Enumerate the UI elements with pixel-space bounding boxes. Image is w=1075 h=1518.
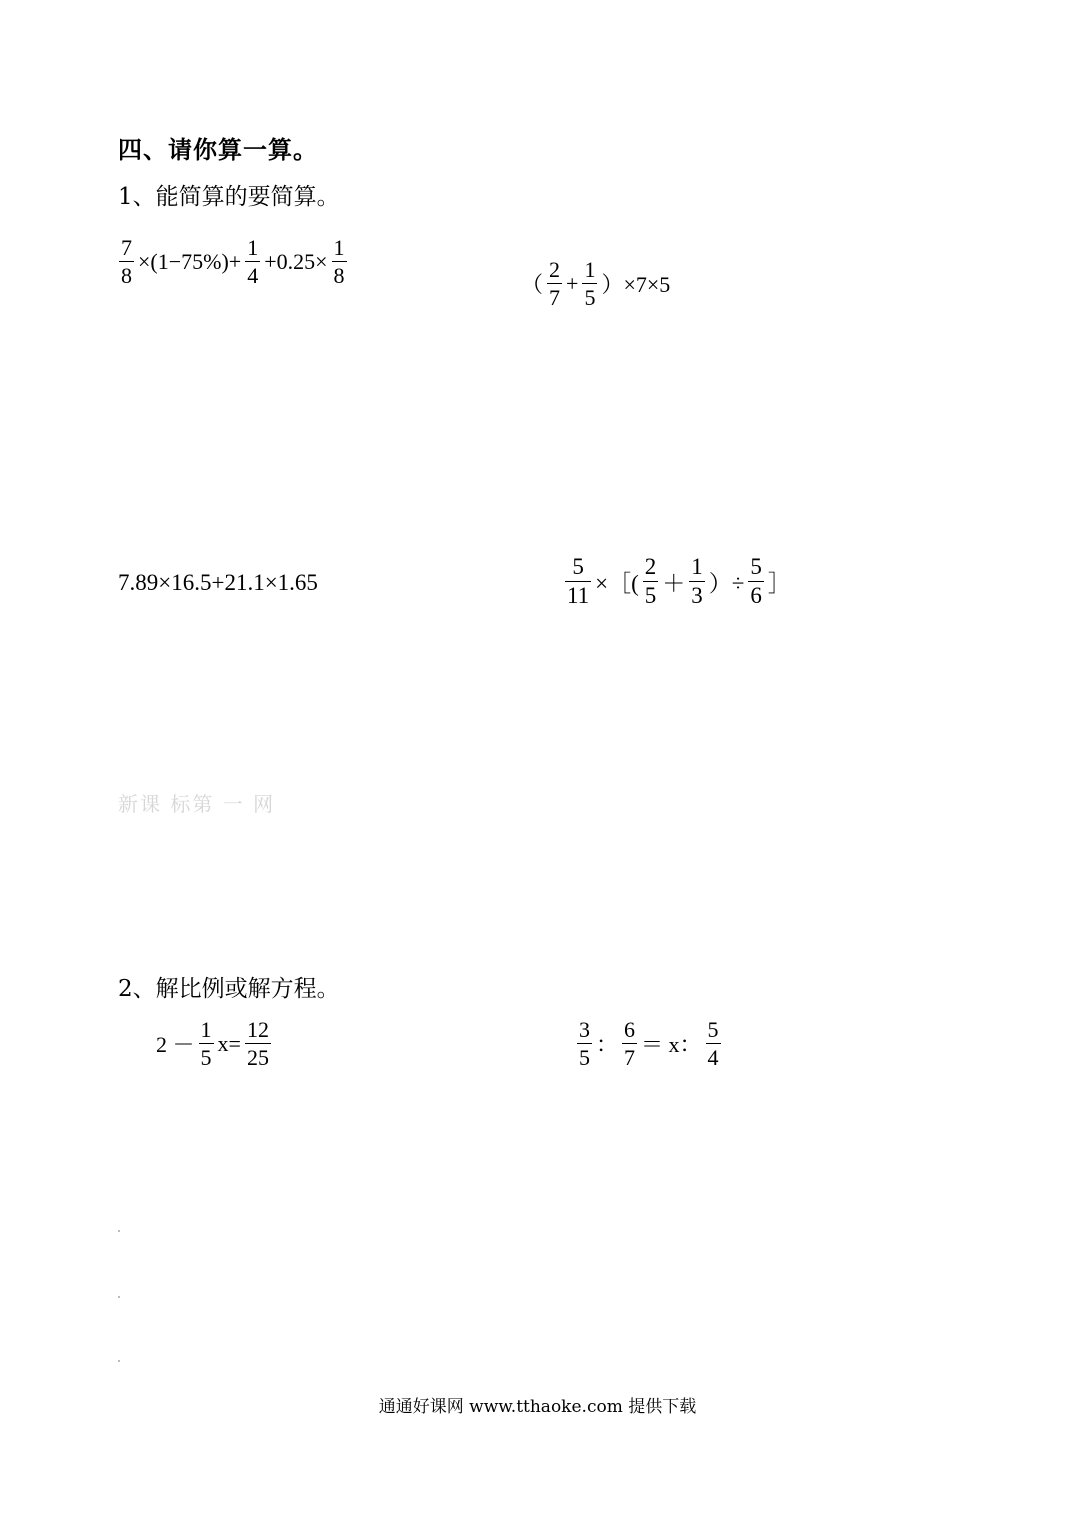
open-paren: （ (521, 272, 544, 298)
fraction: $\frac{5}{4}$ (707, 1017, 719, 1071)
fraction: $\frac{6}{7}$ (624, 1017, 636, 1071)
fraction: $\frac{7}{8}$ (121, 235, 132, 289)
fraction: $\frac{1}{4}$ (247, 235, 259, 289)
expression-a (116, 236, 350, 287)
margin-dot (118, 1230, 120, 1232)
operator-text: ）×7×5 (601, 272, 671, 298)
margin-dot (118, 1360, 120, 1362)
expression-d (562, 555, 792, 608)
fraction: $\frac{12}{25}$ (246, 1017, 269, 1071)
plus-sign: + (566, 270, 579, 296)
section-title: 四、请你算一算。 (118, 135, 318, 164)
fraction: $\frac{2}{7}$ (549, 257, 561, 311)
part1-title: 1、能简算的要简算。 (118, 184, 340, 210)
operator-text: ）÷ (708, 571, 745, 597)
colon: ： (596, 1032, 619, 1058)
footer-text: 通通好课网 www.tthaoke.com 提供下载 (378, 1397, 697, 1417)
margin-dot (118, 1296, 120, 1298)
close-bracket: ］ (767, 571, 791, 597)
expression-b (520, 258, 671, 309)
operator-text: x= (217, 1030, 241, 1056)
equation-2 (574, 1018, 724, 1069)
fraction: $\frac{1}{3}$ (691, 554, 703, 609)
fraction: $\frac{1}{5}$ (584, 257, 596, 311)
fraction: $\frac{5}{11}$ (567, 554, 590, 609)
watermark-text: 新课 标第 一 网 (118, 792, 276, 816)
expression-c: 7.89×16.5+21.1×1.65 (118, 570, 318, 595)
operator-text: ×［( (595, 571, 639, 597)
fraction: $\frac{1}{5}$ (200, 1017, 212, 1071)
fraction: $\frac{3}{5}$ (579, 1017, 590, 1071)
fraction: $\frac{1}{8}$ (333, 235, 345, 289)
operator-text: 2 － (156, 1032, 195, 1058)
part2-title: 2、解比例或解方程。 (118, 976, 340, 1002)
fraction: $\frac{5}{6}$ (750, 554, 762, 609)
operator-text: ×(1−75%)+ (138, 248, 242, 274)
equation-1 (155, 1018, 274, 1069)
fraction: $\frac{2}{5}$ (644, 554, 657, 609)
operator-text: +0.25× (264, 248, 328, 274)
operator-text: ＝ x： (641, 1032, 702, 1058)
plus-sign: ＋ (662, 571, 686, 597)
